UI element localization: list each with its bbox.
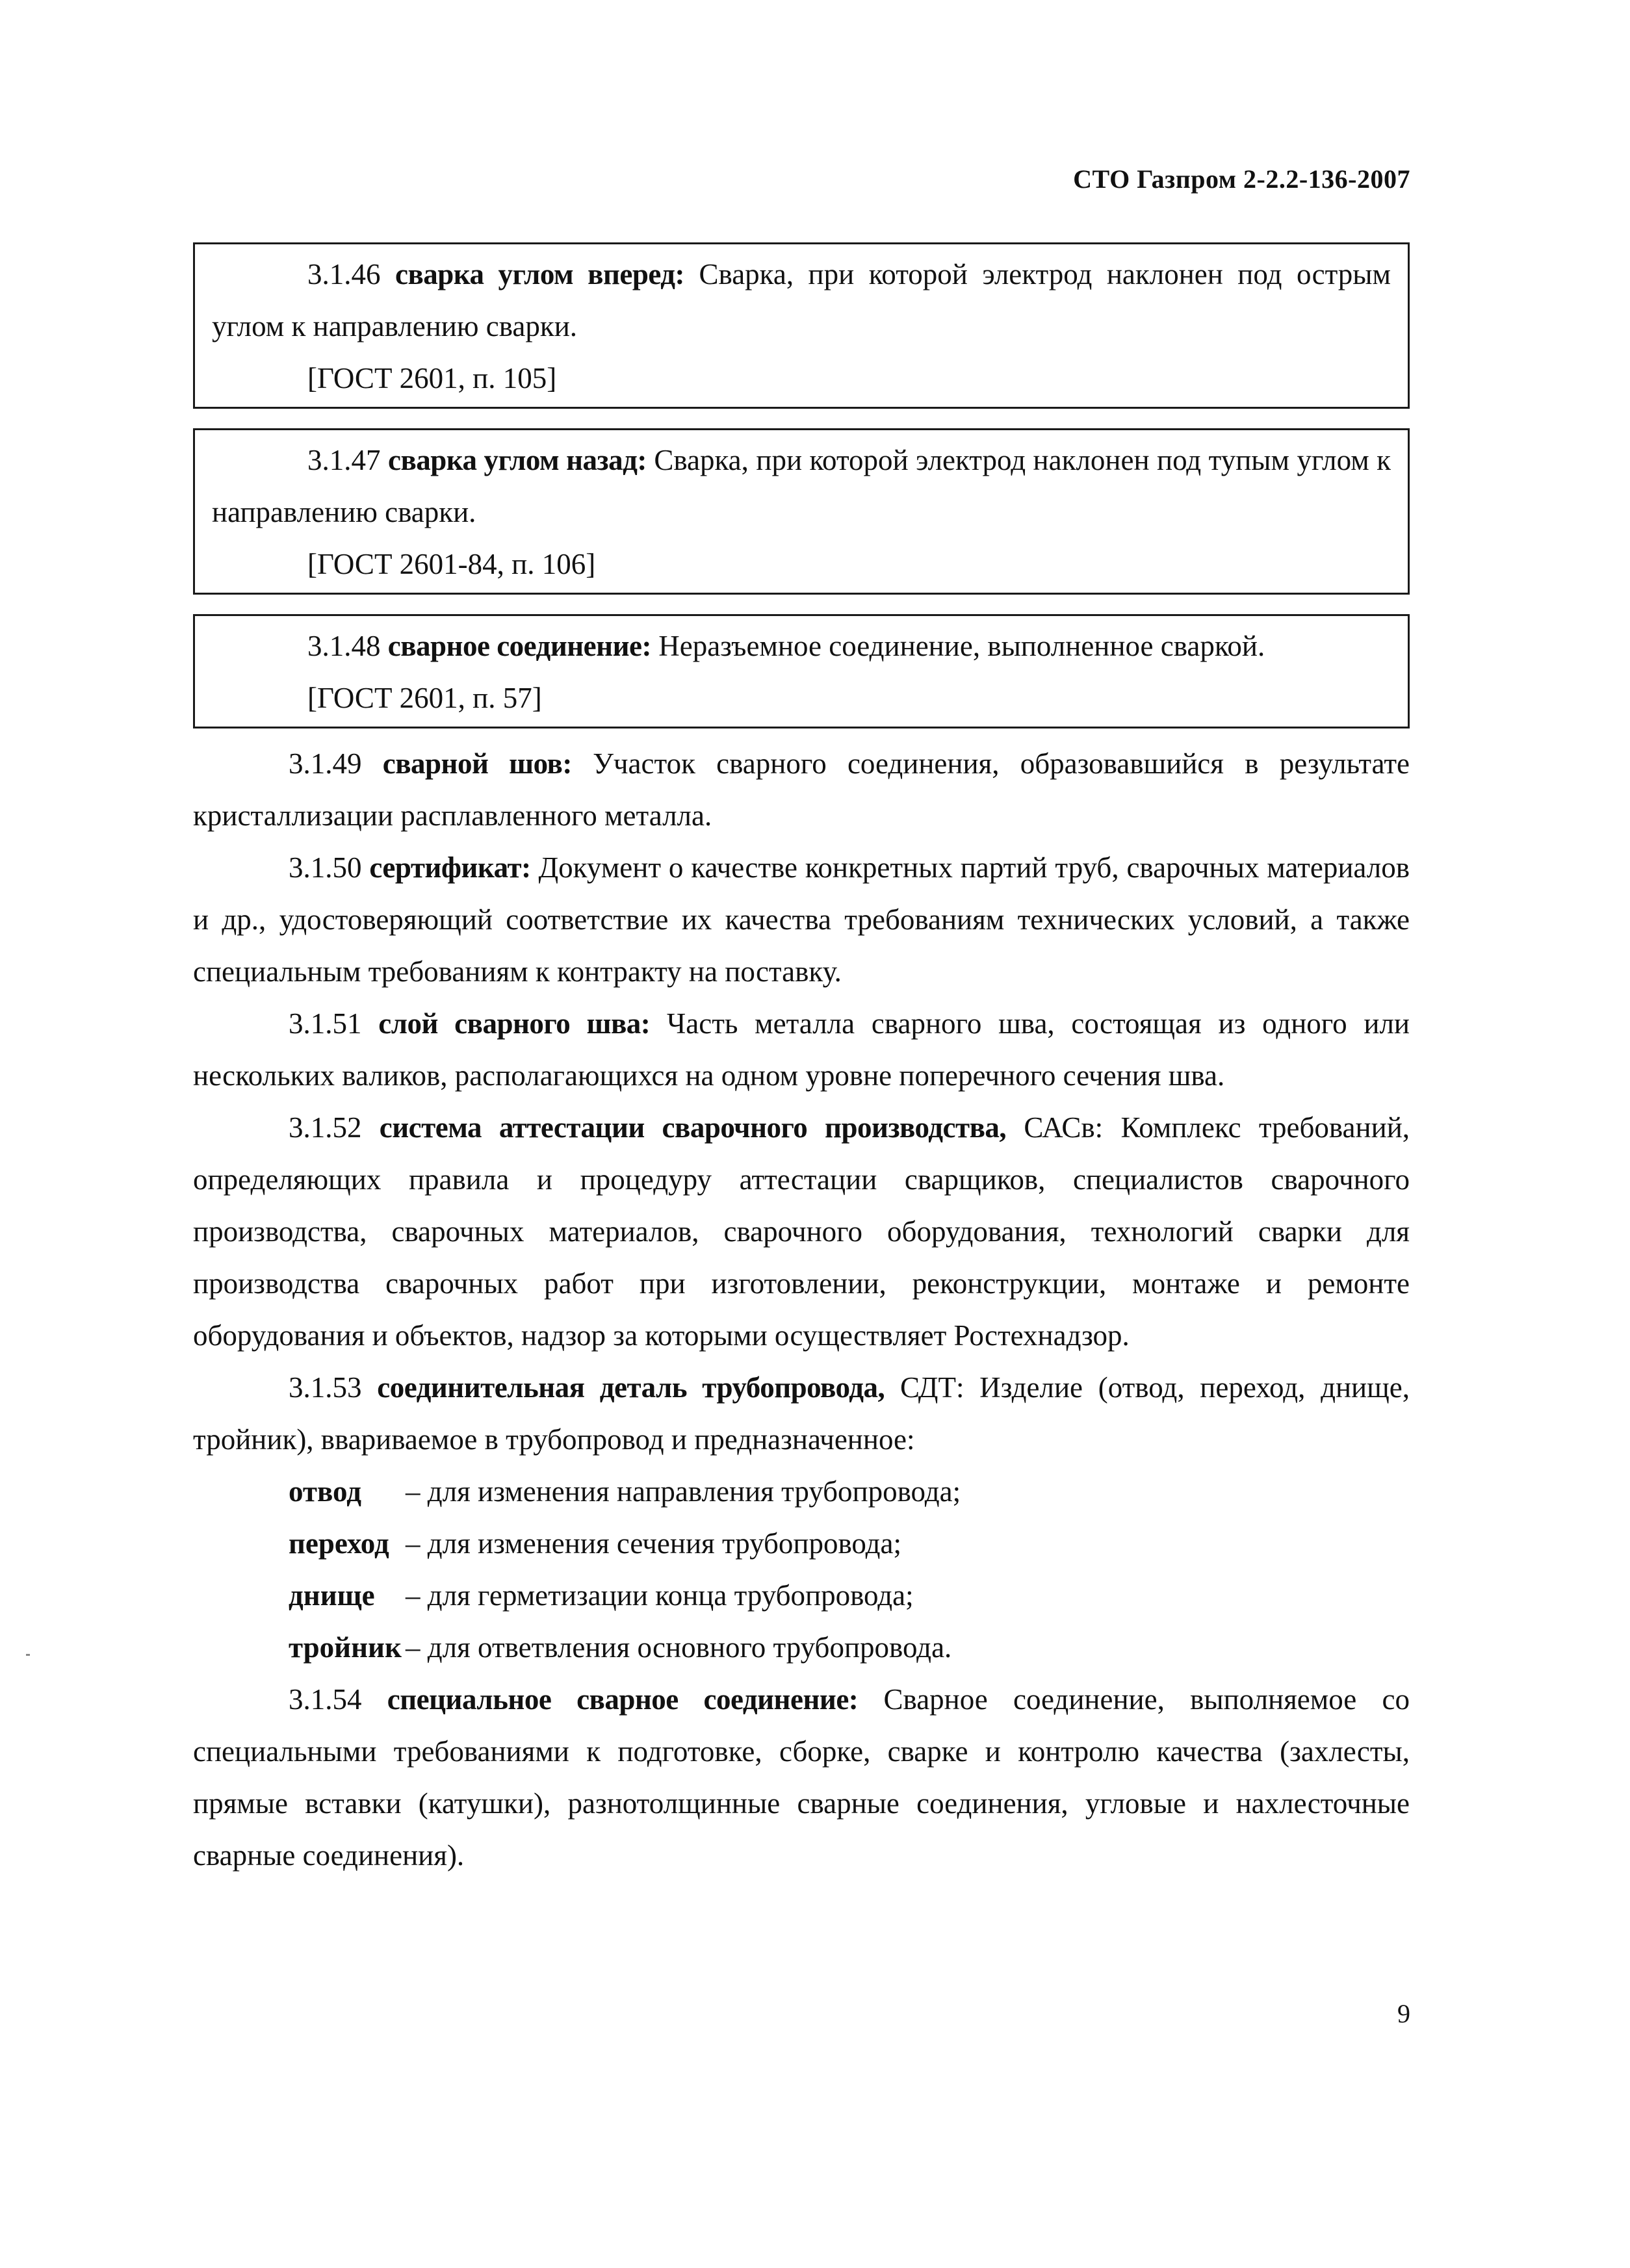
list-item — [193, 1517, 1410, 1569]
entry-term: система аттестации сварочного производства, — [379, 1111, 1007, 1144]
entry-definition: САСв: Комплекс требований, определяющих правила и процедуру аттестации сварщиков, специалистов сварочного производства, сварочных материалов, сварочного оборудования, технологий сварки для производства сварочных работ при изготовлении, реконструкции, монтаже и ремонте оборудования и объектов, надзор за которыми осуществляет Ростехнадзор. — [193, 1111, 1410, 1352]
list-item — [193, 1621, 1410, 1673]
entry-number: 3.1.46 — [307, 258, 381, 290]
list-item — [193, 1465, 1410, 1517]
list-item-text: – для изменения направления трубопровода; — [406, 1475, 961, 1508]
entry-definition: Часть металла сварного шва, состоящая из одного или нескольких валиков, располагающихся на одном уровне поперечного сечения шва. — [193, 1007, 1410, 1092]
entry-3-1-53 — [193, 1361, 1410, 1465]
entry-definition: СДТ: Изделие (отвод, переход, днище, тройник), ввариваемое в трубопровод и предназначенное: — [193, 1371, 1410, 1456]
page-content — [193, 242, 1410, 1881]
entry-number: 3.1.48 — [307, 630, 381, 662]
entry-paragraph — [212, 620, 1391, 672]
list-item-term: днище — [289, 1579, 375, 1612]
entry-term: сварной шов: — [382, 747, 572, 780]
entry-definition: Неразъемное соединение, выполненное сваркой. — [658, 630, 1265, 662]
sdt-types-list — [193, 1465, 1410, 1673]
definitions-list — [193, 738, 1410, 1881]
list-item-term: отвод — [289, 1475, 361, 1508]
entry-paragraph — [212, 248, 1391, 352]
entry-term: соединительная деталь трубопровода, — [377, 1371, 885, 1404]
entry-term: специальное сварное соединение: — [387, 1683, 859, 1716]
entry-term: сварка углом назад: — [387, 444, 647, 476]
entry-3-1-52 — [193, 1102, 1410, 1361]
entry-paragraph — [212, 434, 1391, 538]
entry-number: 3.1.49 — [289, 747, 362, 780]
list-item — [193, 1569, 1410, 1621]
entry-reference: [ГОСТ 2601-84, п. 106] — [307, 548, 596, 580]
page-number: 9 — [1397, 1999, 1410, 2028]
entry-reference: [ГОСТ 2601, п. 57] — [307, 682, 542, 714]
entry-definition: Документ о качестве конкретных партий труб, сварочных материалов и др., удостоверяющий соответствие их качества требованиям технических условий, а также специальным требованиям к контракту на поставку. — [193, 851, 1410, 988]
list-item-term: тройник — [289, 1631, 402, 1664]
boxed-entry-3-1-48 — [193, 614, 1410, 728]
list-item-text: – для герметизации конца трубопровода; — [406, 1579, 914, 1612]
entry-term: сертификат: — [369, 851, 531, 884]
entry-definition: Сварка, при которой электрод наклонен под острым углом к направлению сварки. — [212, 258, 1391, 342]
entry-number: 3.1.53 — [289, 1371, 362, 1404]
list-item-text: – для ответвления основного трубопровода. — [406, 1631, 952, 1664]
entry-number: 3.1.51 — [289, 1007, 362, 1040]
entry-term: слой сварного шва: — [378, 1007, 651, 1040]
list-item-text: – для изменения сечения трубопровода; — [406, 1527, 902, 1560]
entry-reference: [ГОСТ 2601, п. 105] — [307, 362, 557, 394]
boxed-entry-3-1-47 — [193, 428, 1410, 595]
entry-term: сварка углом вперед: — [395, 258, 685, 290]
entry-number: 3.1.47 — [307, 444, 381, 476]
entry-number: 3.1.54 — [289, 1683, 362, 1716]
entry-term: сварное соединение: — [387, 630, 651, 662]
entry-definition: Сварка, при которой электрод наклонен под тупым углом к направлению сварки. — [212, 444, 1391, 528]
scan-margin-mark — [26, 1654, 30, 1656]
boxed-entry-3-1-46 — [193, 242, 1410, 409]
entry-3-1-51 — [193, 998, 1410, 1102]
entry-3-1-54 — [193, 1673, 1410, 1881]
entry-3-1-49 — [193, 738, 1410, 842]
entry-number: 3.1.50 — [289, 851, 362, 884]
document-code-header: СТО Газпром 2-2.2-136-2007 — [1073, 164, 1410, 194]
entry-3-1-50 — [193, 842, 1410, 998]
entry-definition: Сварное соединение, выполняемое со специальными требованиями к подготовке, сборке, сварке и контролю качества (захлесты, прямые вставки (катушки), разнотолщинные сварные соединения, угловые и нахлесточные сварные соединения). — [193, 1683, 1410, 1872]
entry-number: 3.1.52 — [289, 1111, 362, 1144]
entry-definition: Участок сварного соединения, образовавшийся в результате кристаллизации расплавленного металла. — [193, 747, 1410, 832]
list-item-term: переход — [289, 1527, 389, 1560]
